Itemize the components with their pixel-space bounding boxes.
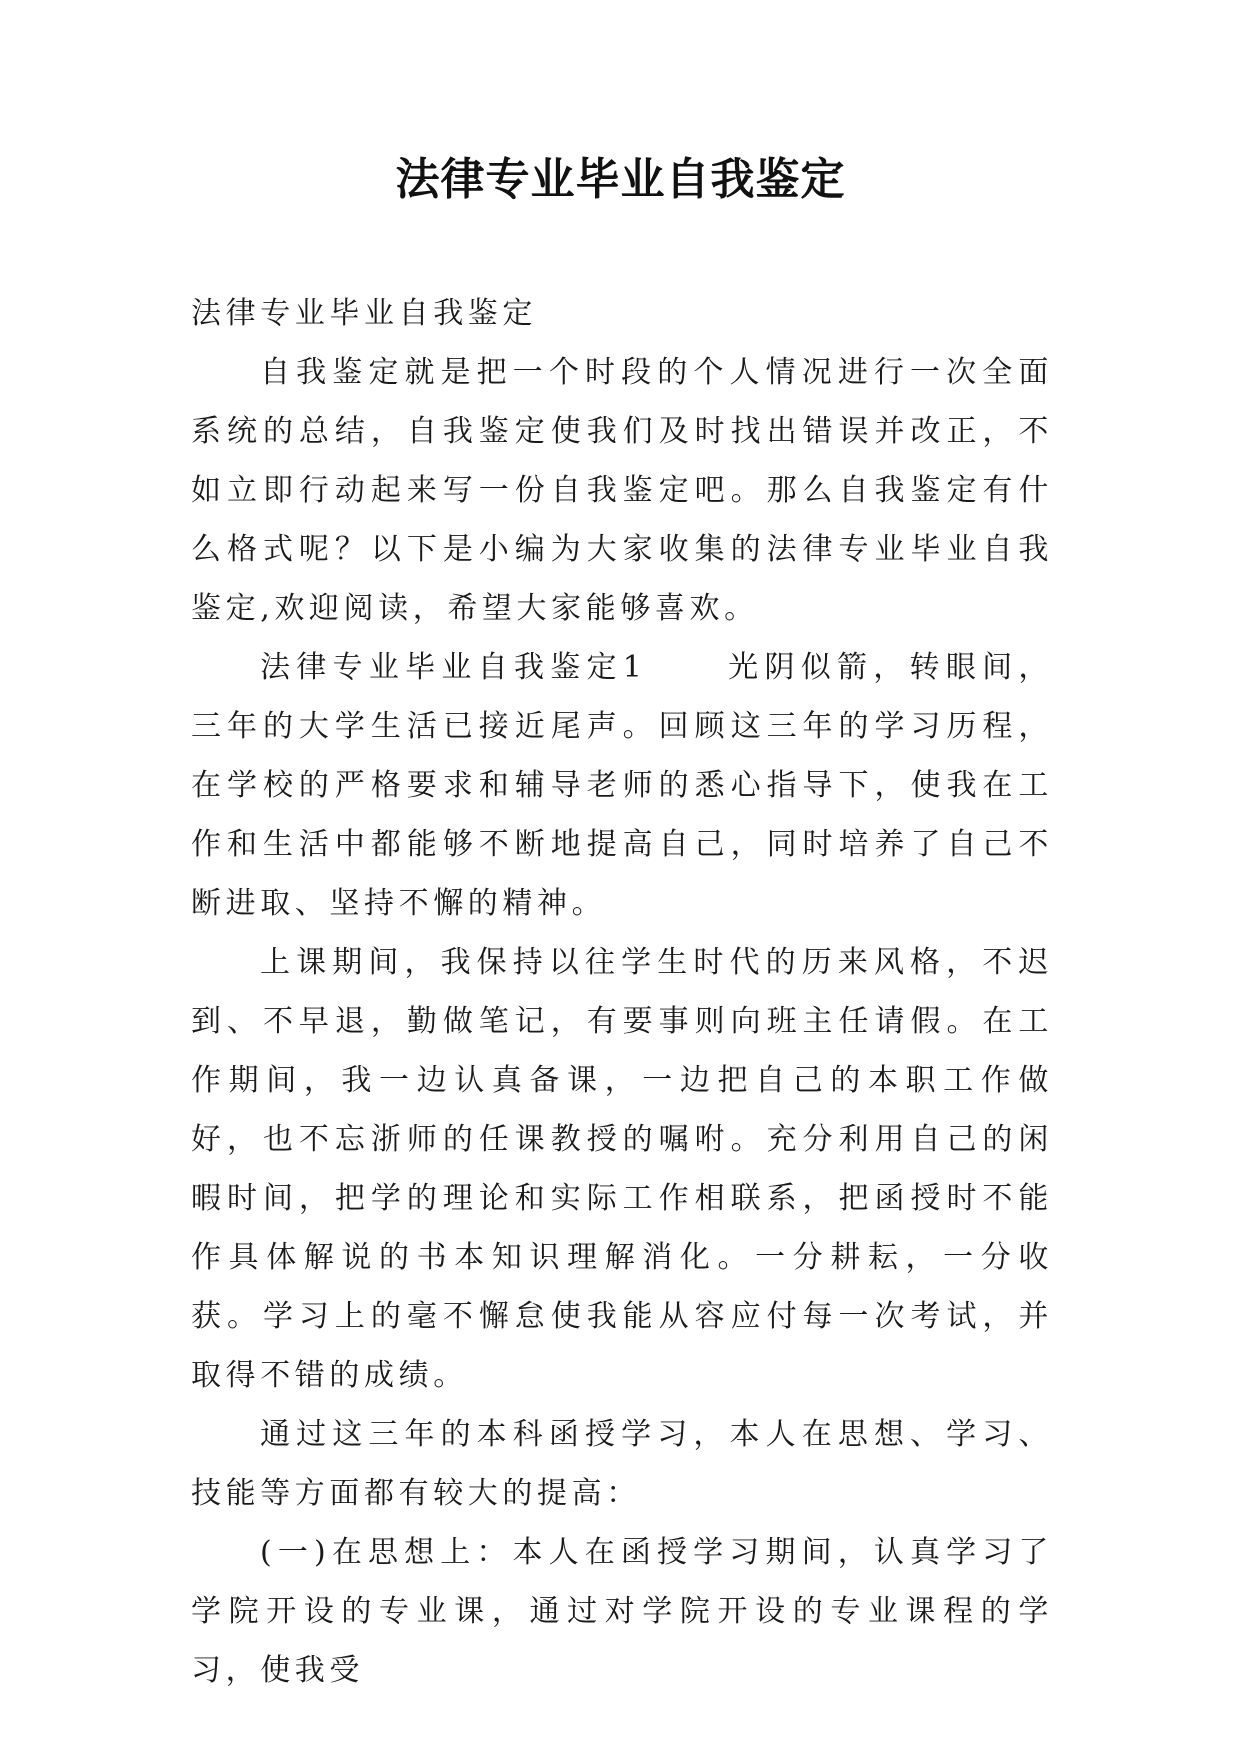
body-paragraph-2: 上课期间，我保持以往学生时代的历来风格，不迟到、不早退，勤做笔记，有要事则向班主任请假。在工作期间，我一边认真备课，一边把自己的本职工作做好，也不忘浙师的任课教授的嘱咐。充分利用自己的闲暇时间，把学的理论和实际工作相联系，把函授时不能作具体解说的书本知识理解消化。一分耕耘，一分收获。学习上的毫不懈怠使我能从容应付每一次考试，并取得不错的成绩。	[191, 945, 1053, 1393]
body-paragraph-3: 通过这三年的本科函授学习，本人在思想、学习、技能等方面都有较大的提高：	[191, 1417, 1053, 1511]
document-body	[191, 284, 1053, 1700]
intro-paragraph: 自我鉴定就是把一个时段的个人情况进行一次全面系统的总结，自我鉴定使我们及时找出错误并改正，不如立即行动起来写一份自我鉴定吧。那么自我鉴定有什么格式呢？以下是小编为大家收集的法律专业毕业自我鉴定,欢迎阅读，希望大家能够喜欢。	[191, 355, 1053, 626]
document-subtitle: 法律专业毕业自我鉴定	[191, 296, 537, 331]
section-1-heading: 法律专业毕业自我鉴定1	[260, 650, 647, 685]
section-1-text: 光阴似箭，转眼间，三年的大学生活已接近尾声。回顾这三年的学习历程，在学校的严格要求和辅导老师的悉心指导下，使我在工作和生活中都能够不断地提高自己，同时培养了自己不断进取、坚持不懈的精神。	[191, 650, 1053, 921]
section-1-paragraph	[191, 638, 1053, 933]
document-title: 法律专业毕业自我鉴定	[395, 154, 846, 205]
body-paragraph-4: (一)在思想上：本人在函授学习期间，认真学习了学院开设的专业课，通过对学院开设的专业课程的学习，使我受	[191, 1535, 1053, 1688]
